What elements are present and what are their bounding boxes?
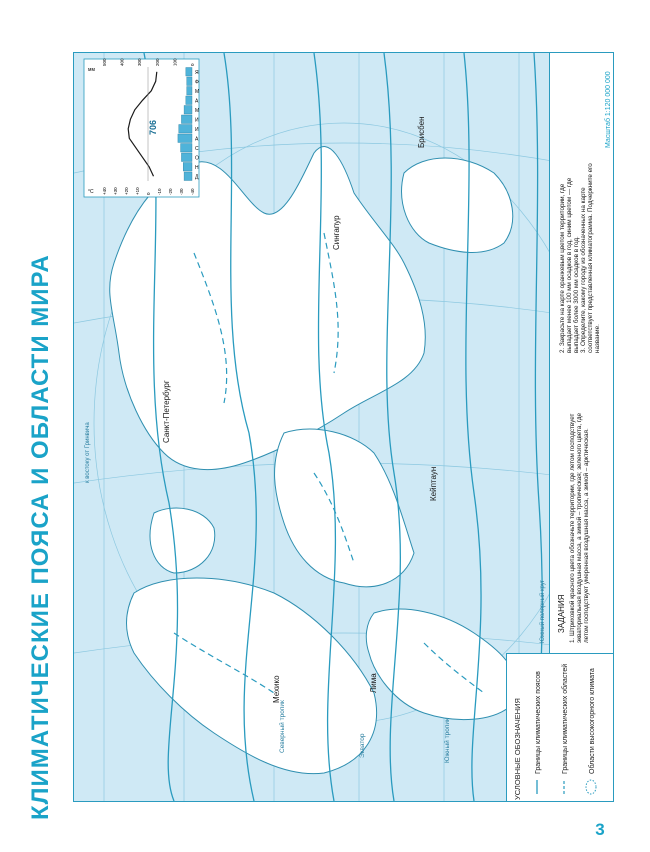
month-tick-label: М <box>195 107 200 114</box>
temp-tick-label: -40 <box>190 188 195 195</box>
precip-bar <box>187 87 192 96</box>
temp-tick-label: +30 <box>113 187 118 195</box>
city-spb-label: Санкт-Петербург <box>162 380 171 443</box>
legend-item-1: Границы климатических поясов <box>535 671 542 774</box>
task-lines <box>559 163 601 643</box>
legend-svg <box>507 654 614 802</box>
precip-bar <box>181 144 192 153</box>
legend-highland-symbol <box>586 780 596 794</box>
precip-bar <box>178 134 192 143</box>
scale-label: Масштаб 1:120 000 000 <box>605 71 612 148</box>
south-tropic-label: Южный тропик <box>444 718 451 763</box>
precip-bar <box>187 77 192 86</box>
tasks-heading: ЗАДАНИЯ <box>557 594 566 633</box>
month-tick-label: А <box>195 136 199 143</box>
precip-tick-label: 500 <box>102 58 107 66</box>
page-title-text: КЛИМАТИЧЕСКИЕ ПОЯСА И ОБЛАСТИ МИРА <box>27 254 54 820</box>
legend-item-3: Области высокогорного климата <box>589 668 596 774</box>
africa-shape <box>275 429 414 587</box>
task-2-3-line: выпадает более 3000 мм осадков в год. <box>573 236 580 353</box>
north-tropic-label: Северный тропик <box>279 700 286 753</box>
greenland-shape <box>150 508 215 573</box>
temp-axis-label: °C <box>88 189 94 195</box>
temp-tick-label: -30 <box>179 188 184 195</box>
precip-bar <box>186 96 192 105</box>
task-2-3-line: название. <box>594 324 601 353</box>
temp-tick-label: -10 <box>157 188 162 195</box>
month-tick-label: Я <box>195 69 199 76</box>
city-singapore-label: Сингапур <box>332 215 341 250</box>
month-tick-label: И <box>195 117 199 124</box>
month-tick-label: О <box>195 155 199 162</box>
temp-tick-label: +40 <box>102 187 107 195</box>
month-tick-label: Н <box>195 164 199 171</box>
temp-tick-label: 0 <box>146 192 151 195</box>
precip-bar <box>183 163 192 172</box>
precip-tick-label: 0 <box>190 63 195 66</box>
legend-item-2: Границы климатических областей <box>562 663 569 774</box>
city-lima-label: Лима <box>369 673 378 693</box>
temp-tick-label: +10 <box>135 187 140 195</box>
task-1-line: 1. Штриховкой красного цвета обозначьте территории, где летом господствует <box>569 413 576 643</box>
australia-shape <box>402 158 513 252</box>
month-tick-label: Д <box>195 174 199 181</box>
city-mexico-label: Мехико <box>272 675 281 703</box>
south-america-shape <box>366 609 516 719</box>
month-tick-label: И <box>195 126 199 133</box>
map <box>73 52 614 802</box>
precip-bar <box>186 68 192 77</box>
month-tick-label: Ф <box>195 79 199 86</box>
legend <box>506 653 614 802</box>
task-2-3-line: 3. Определите, какому городу из обозначенных на карте <box>580 187 587 353</box>
precip-tick-label: 400 <box>119 58 125 66</box>
page-number: 3 <box>595 820 605 839</box>
precip-axis-label: мм <box>88 67 95 73</box>
legend-heading: УСЛОВНЫЕ ОБОЗНАЧЕНИЯ <box>513 698 522 800</box>
month-tick-label: А <box>195 98 199 105</box>
page-title <box>18 60 58 820</box>
task-2-3-line: 2. Закрасьте на карте оранжевым цветом территории, где <box>559 183 566 353</box>
precip-bar <box>184 106 192 115</box>
precip-bar <box>184 172 192 181</box>
month-tick-label: М <box>195 88 200 95</box>
precip-bar <box>181 153 192 162</box>
precip-tick-label: 300 <box>137 58 143 66</box>
task-2-3-line: выпадает менее 100 мм осадков в год, синим цветом — где <box>566 177 573 353</box>
precip-total: 706 <box>148 119 158 135</box>
task-2-3-line: соответствует представленная климатограмма. Подчеркните его <box>587 163 594 353</box>
equator-label: Экватор <box>359 733 366 758</box>
city-capetown-label: Кейптаун <box>429 466 438 501</box>
task-1-line: летом господствует умеренная воздушная масса, а зимой – арктическая. <box>583 428 590 643</box>
city-brisbane-label: Брисбен <box>417 116 426 148</box>
greenwich-label: к востоку от Гринвича <box>85 422 91 483</box>
precip-tick-label: 200 <box>154 58 160 66</box>
climatogram <box>84 58 199 197</box>
month-tick-label: С <box>195 145 199 152</box>
temp-tick-label: -20 <box>168 188 173 195</box>
precip-bar <box>181 115 192 124</box>
temp-tick-label: +20 <box>124 187 129 195</box>
task-1-line: экваториальная воздушная масса, а зимой – тропическая; зеленого цвета, где <box>576 412 583 643</box>
precip-bar <box>179 125 192 134</box>
tasks-panel <box>549 53 614 653</box>
south-polar-circle-label: Южный полярный круг <box>540 580 546 643</box>
tasks-svg <box>550 53 614 653</box>
precip-tick-label: 100 <box>172 58 178 66</box>
